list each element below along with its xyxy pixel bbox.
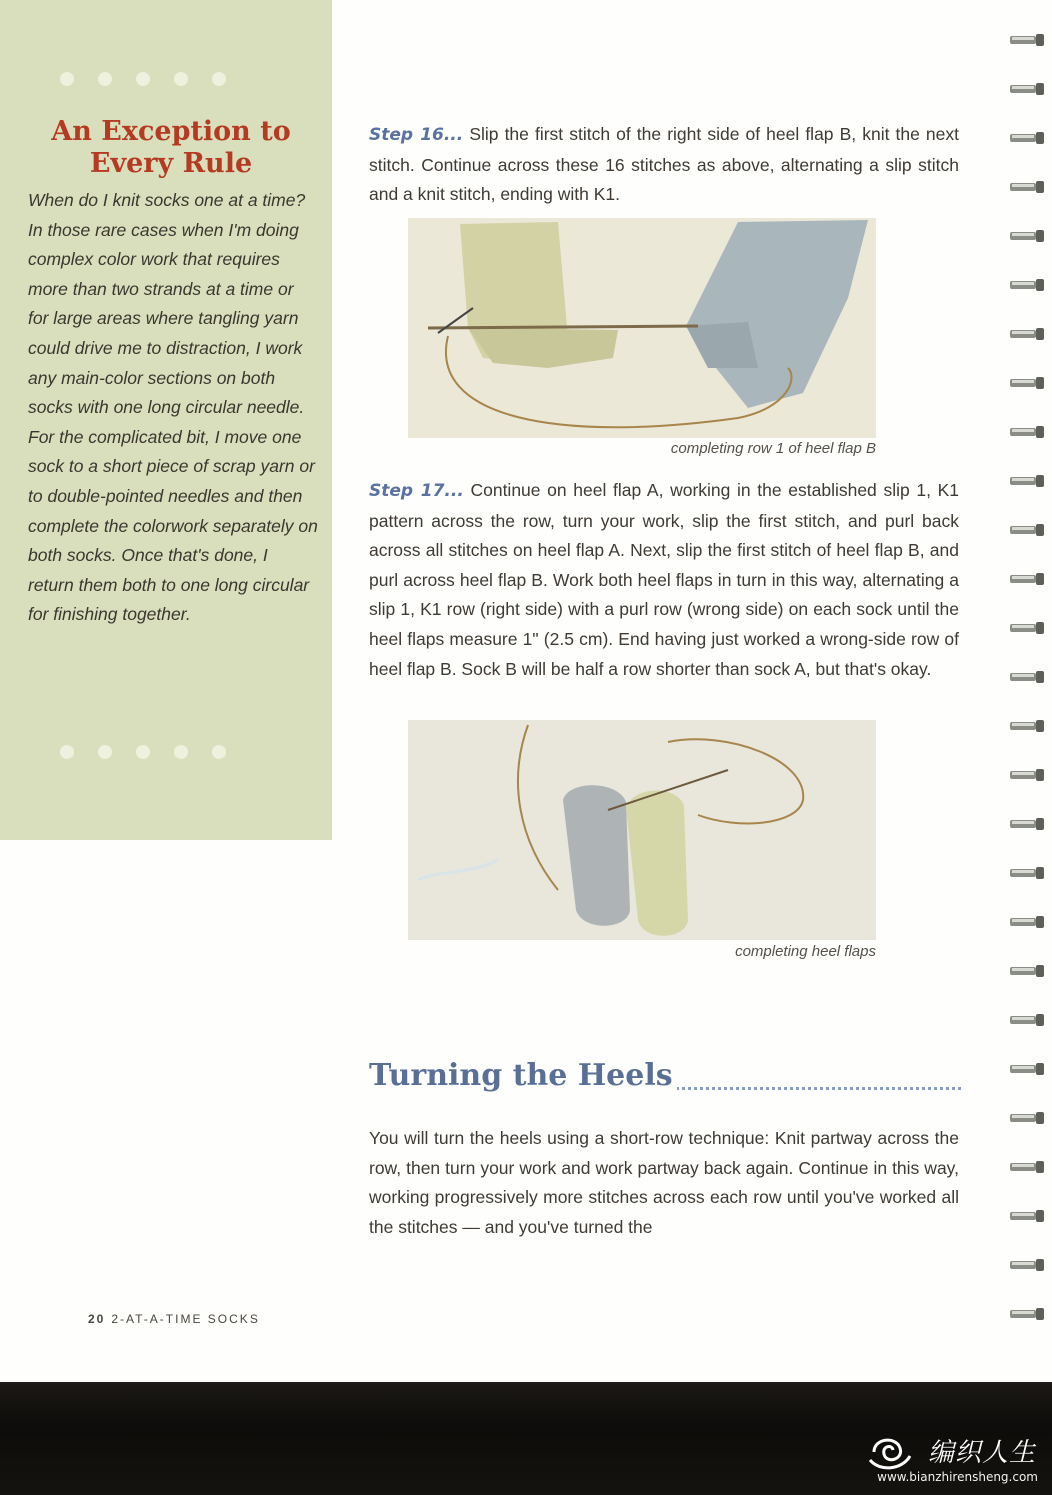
photo-1-caption: completing row 1 of heel flap B [670, 440, 876, 457]
spiral-coil [1008, 912, 1046, 932]
spiral-coil [1008, 79, 1046, 99]
section-heading-text: Turning the Heels [369, 1057, 677, 1095]
spiral-coil [1008, 1059, 1046, 1079]
spiral-coil [1008, 422, 1046, 442]
spiral-coil [1008, 569, 1046, 589]
step-16-paragraph [369, 120, 959, 210]
step-17-text: Continue on heel flap A, working in the established slip 1, K1 pattern across the row, turn your work, slip the first stitch, and purl back across all stitches on heel flap A. Next, slip the first stitch of heel flap B, and purl across heel flap B. Work both heel flaps in turn in this way, alternating a slip 1, K1 row (right side) with a purl row (wrong side) on each sock until the heel flaps measure 1" (2.5 cm). End having just worked a wrong-side row of heel flap B. Sock B will be half a row shorter than sock A, but that's okay. [369, 480, 959, 679]
spiral-coil [1008, 128, 1046, 148]
spiral-coil [1008, 471, 1046, 491]
spiral-coil [1008, 618, 1046, 638]
spiral-coil [1008, 1157, 1046, 1177]
spiral-coil [1008, 275, 1046, 295]
watermark-name: 编织人生 [927, 1438, 1036, 1468]
step-17-label: Step 17... [369, 481, 464, 501]
decorative-dots-bottom [60, 745, 226, 759]
step-16-text: Slip the first stitch of the right side of heel flap B, knit the next stitch. Continue across these 16 stitches as above, alternating a slip stitch and a knit stitch, ending with K1. [369, 124, 959, 205]
page-number: 20 [88, 1312, 106, 1326]
spiral-coil [1008, 1255, 1046, 1275]
spiral-coil [1008, 226, 1046, 246]
spiral-coil [1008, 1010, 1046, 1030]
step-16-label: Step 16... [369, 125, 464, 145]
spiral-coil [1008, 177, 1046, 197]
spiral-coil [1008, 1108, 1046, 1128]
spiral-coil [1008, 667, 1046, 687]
spiral-coil [1008, 520, 1046, 540]
spiral-coil [1008, 30, 1046, 50]
knitting-photo-heel-flaps [408, 720, 876, 940]
spiral-coil [1008, 716, 1046, 736]
turning-heels-paragraph: You will turn the heels using a short-row technique: Knit partway across the row, then turn your work and work partway back again. Continue in this way, working progressively more stitches across each row until you've worked all the stitches — and you've turned the [369, 1128, 959, 1237]
spiral-binding [1000, 30, 1052, 1350]
watermark-url: www.bianzhirensheng.com [877, 1470, 1038, 1484]
spiral-coil [1008, 814, 1046, 834]
spiral-coil [1008, 324, 1046, 344]
spiral-coil [1008, 1206, 1046, 1226]
spiral-coil [1008, 961, 1046, 981]
decorative-dots-top [60, 72, 226, 86]
book-title: 2-AT-A-TIME SOCKS [111, 1312, 260, 1326]
photo-2-caption: completing heel flaps [735, 943, 876, 960]
step-17-paragraph [369, 476, 959, 684]
spiral-coil [1008, 863, 1046, 883]
knitting-photo-heel-flap-b [408, 218, 876, 438]
sidebar-title: An Exception to Every Rule [51, 116, 291, 179]
section-heading-turning-heels [369, 1057, 961, 1097]
spiral-coil [1008, 765, 1046, 785]
watermark-logo-icon [866, 1430, 916, 1474]
spiral-coil [1008, 373, 1046, 393]
page-footer [88, 1312, 260, 1326]
spiral-coil [1008, 1304, 1046, 1324]
sidebar-text: When do I knit socks one at a time? In those rare cases when I'm doing complex color work that requires more than two strands at a time or for large areas where tangling yarn could drive me to distraction, I work any main-color sections on both socks with one long circular needle. For the complicated bit, I move one sock to a short piece of scrap yarn or to double-pointed needles and then complete the colorwork separately on both socks. Once that's done, I return them both to one long circular for finishing together. [28, 190, 318, 625]
sidebar-box [0, 0, 332, 840]
